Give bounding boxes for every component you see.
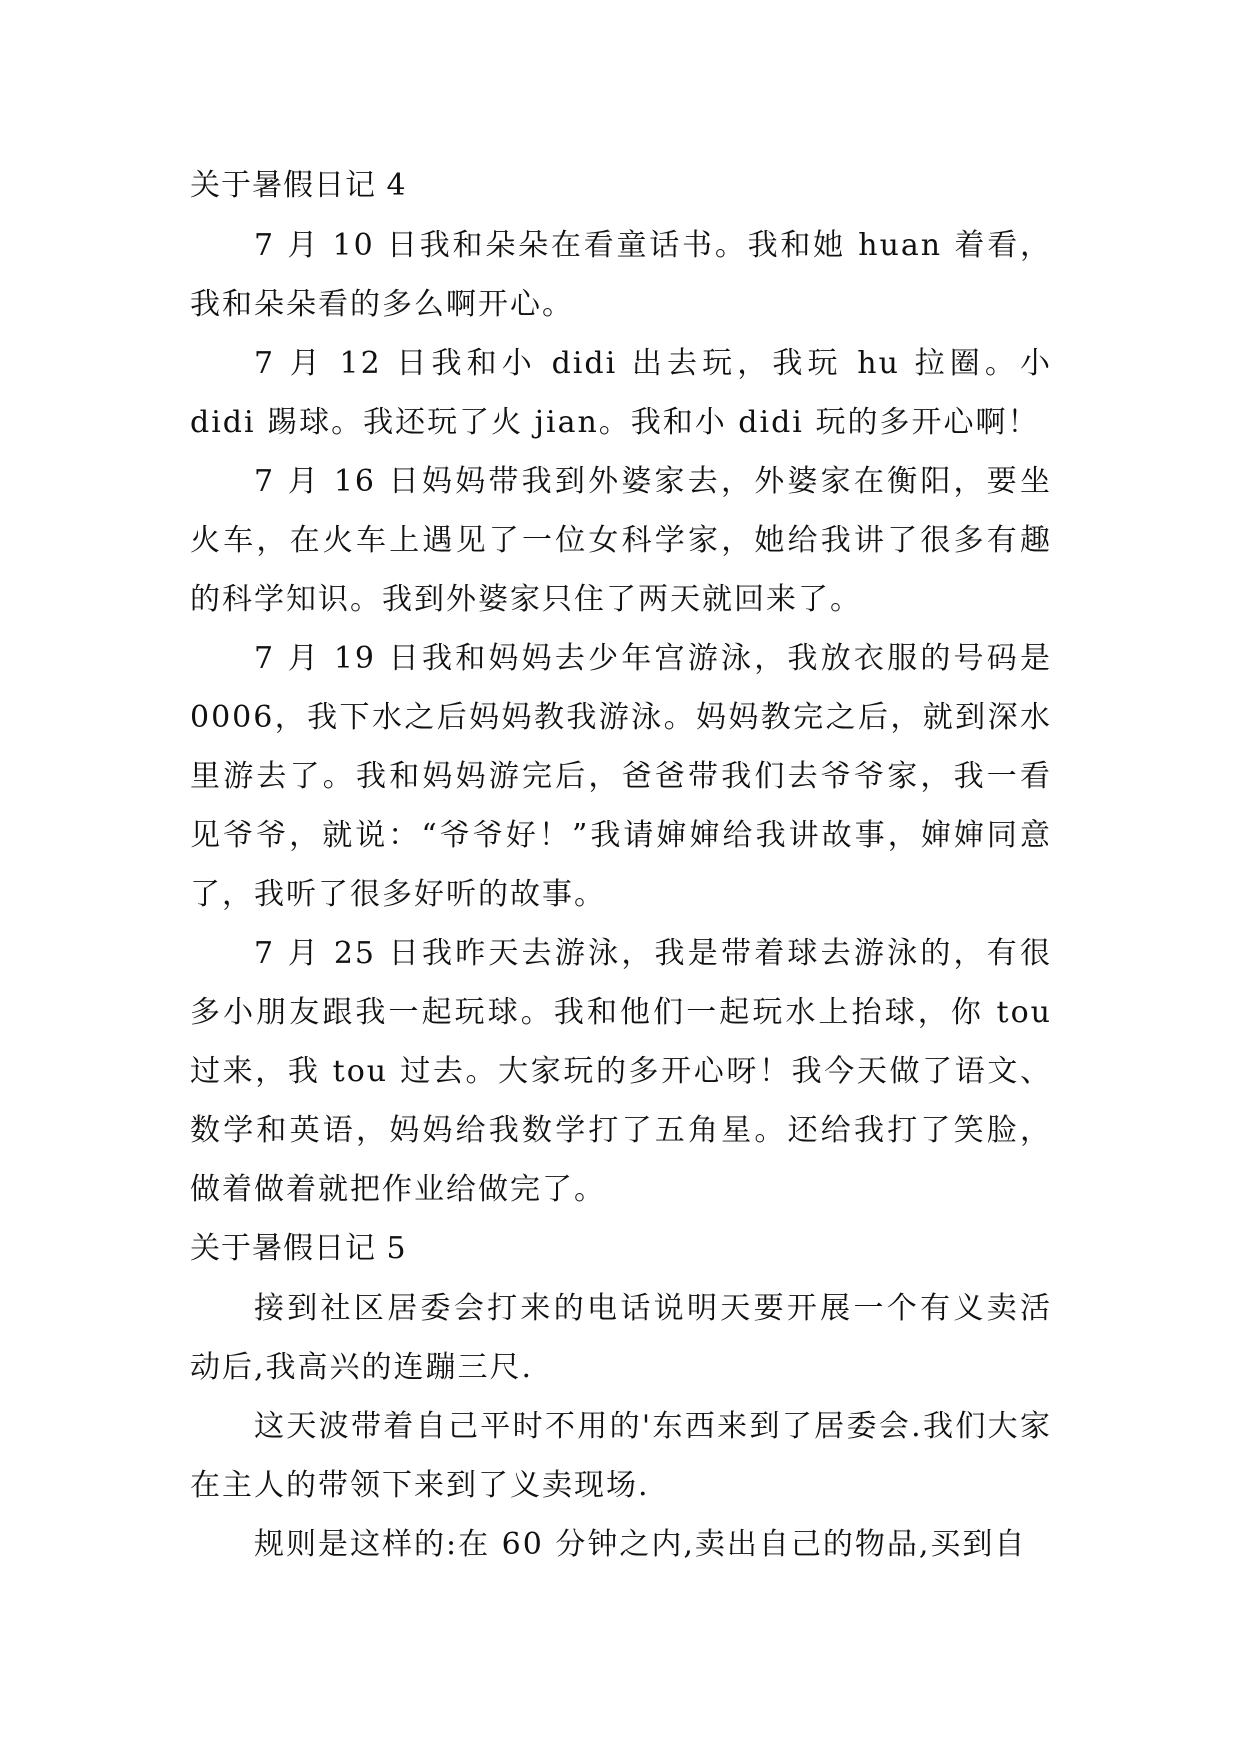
diary-5-paragraph-1: 接到社区居委会打来的电话说明天要开展一个有义卖活动后,我高兴的连蹦三尺. bbox=[190, 1291, 1052, 1385]
diary-5-paragraph-3: 规则是这样的:在 60 分钟之内,卖出自己的物品,买到自 bbox=[254, 1527, 1027, 1562]
diary-4-paragraph-3: 7 月 16 日妈妈带我到外婆家去，外婆家在衡阳，要坐火车，在火车上遇见了一位女科学家，她给我讲了很多有趣的科学知识。我到外婆家只住了两天就回来了。 bbox=[190, 464, 1052, 617]
document-page bbox=[190, 156, 1052, 1574]
diary-4-paragraph-4: 7 月 19 日我和妈妈去少年宫游泳，我放衣服的号码是 0006，我下水之后妈妈教我游泳。妈妈教完之后，就到深水里游去了。我和妈妈游完后，爸爸带我们去爷爷家，我一看见爷爷，就说：“爷爷好！”我请婶婶给我讲故事，婶婶同意了，我听了很多好听的故事。 bbox=[190, 641, 1052, 912]
diary-4-paragraph-1: 7 月 10 日我和朵朵在看童话书。我和她 huan 着看，我和朵朵看的多么啊开心。 bbox=[190, 228, 1052, 322]
diary-4-paragraph-2: 7 月 12 日我和小 didi 出去玩，我玩 hu 拉圈。小 didi 踢球。我还玩了火 jian。我和小 didi 玩的多开心啊！ bbox=[190, 346, 1052, 440]
diary-5-title: 关于暑假日记 5 bbox=[190, 1231, 407, 1266]
diary-5-paragraph-2: 这天波带着自己平时不用的'东西来到了居委会.我们大家在主人的带领下来到了义卖现场. bbox=[190, 1409, 1052, 1503]
diary-4-paragraph-5: 7 月 25 日我昨天去游泳，我是带着球去游泳的，有很多小朋友跟我一起玩球。我和他们一起玩水上抬球，你 tou 过来，我 tou 过去。大家玩的多开心呀！我今天做了语文、数学和英语，妈妈给我数学打了五角星。还给我打了笑脸，做着做着就把作业给做完了。 bbox=[190, 936, 1052, 1207]
diary-4-title: 关于暑假日记 4 bbox=[190, 168, 407, 203]
